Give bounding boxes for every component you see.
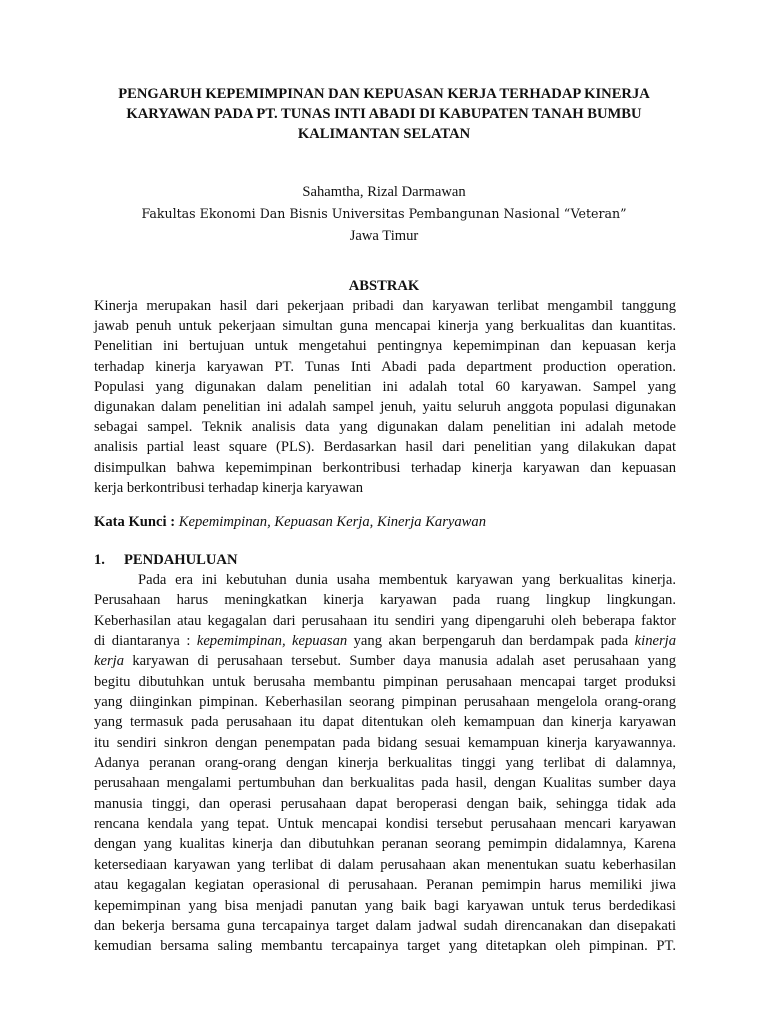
abstract-line: Populasi yang digunakan dalam penelitian ini adalah total 60 karyawan. Sampel yang	[94, 378, 676, 395]
author-names: Sahamtha, Rizal Darmawan	[302, 184, 466, 200]
section-number: 1.	[94, 552, 105, 568]
intro-line: Perusahaan harus meningkatkan kinerja karyawan pada ruang lingkup lingkungan.	[94, 592, 676, 609]
intro-emphasis: kepemimpinan, kepuasan	[196, 633, 348, 650]
intro-text: karyawan di perusahaan tersebut. Sumber daya manusia adalah aset perusahaan yang	[124, 653, 676, 670]
abstract-line: terhadap kinerja karyawan PT. Tunas Inti Abadi pada department production operation.	[94, 358, 676, 375]
intro-line: itu sendiri sinkron dengan penempatan pada bidang sesuai kemampuan kinerja karyawannya.	[94, 734, 676, 751]
intro-line: begitu dibutuhkan untuk berusaha membantu pimpinan perusahaan mencapai target produksi	[94, 673, 676, 690]
intro-line: yang termasuk pada perusahaan itu dapat ditentukan oleh kemampuan dan kinerja karyawan	[94, 714, 676, 731]
intro-line: manusia tinggi, dan operasi perusahaan dapat beroperasi dengan baik, sehingga tidak ada	[94, 795, 676, 812]
author-affiliation: Fakultas Ekonomi Dan Bisnis Universitas Pembangunan Nasional “Veteran”	[141, 206, 627, 221]
intro-paragraph	[94, 570, 676, 957]
intro-line: Pada era ini kebutuhan dunia usaha membentuk karyawan yang berkualitas kinerja.	[138, 572, 676, 588]
intro-emphasis: kerja	[94, 653, 124, 670]
abstract-line: kerja berkontribusi terhadap kinerja karyawan	[94, 479, 364, 496]
intro-line: ketersediaan karyawan yang terlibat di dalam perusahaan akan menentukan suatu keberhasilan	[94, 856, 676, 873]
intro-text: yang akan berpengaruh dan berdampak pada	[347, 633, 635, 650]
intro-line: kepemimpinan yang bisa menjadi panutan yang baik bagi karyawan untuk terus berdedikasi	[94, 897, 676, 914]
section-heading	[94, 550, 238, 570]
title-line: PENGARUH KEPEMIMPINAN DAN KEPUASAN KERJA TERHADAP KINERJA	[118, 86, 650, 102]
keywords-text: Kepemimpinan, Kepuasan Kerja, Kinerja Karyawan	[178, 514, 487, 530]
abstract-heading: ABSTRAK	[348, 278, 420, 294]
abstract-line: jawab penuh untuk pekerjaan simultan guna mencapai kinerja yang berkualitas dan kuantitas.	[94, 318, 676, 335]
author-location: Jawa Timur	[349, 228, 419, 244]
intro-text: di diantaranya :	[94, 633, 197, 650]
intro-line: dan bekerja bersama guna tercapainya target dalam jadwal sudah direncanakan dan disepakati	[94, 917, 676, 934]
section-title: PENDAHULUAN	[124, 552, 238, 568]
intro-line: rencana kendala yang tepat. Untuk mencapai kondisi tersebut perusahaan mencari karyawan	[94, 816, 676, 833]
intro-line: atau kegagalan kegiatan operasional di perusahaan. Peranan pemimpin harus memiliki jiwa	[94, 877, 676, 894]
abstract-body	[94, 296, 676, 498]
intro-line: dengan yang kualitas kinerja dan dibutuhkan peranan seorang pemimpin didalamnya, Karena	[94, 836, 676, 853]
intro-line: Adanya peranan orang-orang dengan kinerja berkualitas tinggi yang terlibat di dalamnya,	[94, 755, 676, 772]
intro-line	[94, 631, 676, 651]
intro-line: yang diinginkan pimpinan. Keberhasilan seorang pimpinan perusahaan mengelola orang-orang	[94, 694, 676, 711]
intro-line	[94, 651, 676, 671]
abstract-line: Penelitian ini bertujuan untuk mengetahui pentingnya kepemimpinan dan kepuasan kerja	[94, 338, 676, 355]
intro-line: Keberhasilan atau kegagalan dari perusahaan itu sendiri yang dipengaruhi oleh beberapa faktor	[94, 612, 676, 629]
author-block	[80, 181, 688, 247]
abstract-line: Kinerja merupakan hasil dari pekerjaan pribadi dan karyawan terlibat mengambil tanggung	[94, 298, 676, 314]
paper-title	[90, 84, 678, 144]
title-line: KALIMANTAN SELATAN	[297, 126, 471, 142]
intro-emphasis: kinerja	[634, 633, 676, 650]
keywords	[94, 512, 676, 532]
keywords-label: Kata Kunci :	[94, 514, 176, 530]
title-line: KARYAWAN PADA PT. TUNAS INTI ABADI DI KABUPATEN TANAH BUMBU	[126, 106, 642, 122]
intro-line: kemudian bersama saling membantu tercapainya target yang ditetapkan oleh pimpinan. PT.	[94, 938, 676, 955]
intro-line: perusahaan mengalami pertumbuhan dan berkualitas pada hasil, dengan Kualitas sumber daya	[94, 775, 676, 792]
abstract-line: digunakan dalam penelitian ini adalah sampel jenuh, yaitu seluruh anggota populasi digunakan	[94, 399, 676, 416]
abstract-line: sebagai sampel. Teknik analisis data yang digunakan dalam penelitian ini adalah metode	[94, 419, 676, 436]
abstract-line: disimpulkan bahwa kepemimpinan berkontribusi terhadap kinerja karyawan dan kepuasan	[94, 459, 676, 476]
abstract-line: analisis partial least square (PLS). Berdasarkan hasil dari penelitian yang dilakukan dapat	[94, 439, 676, 456]
